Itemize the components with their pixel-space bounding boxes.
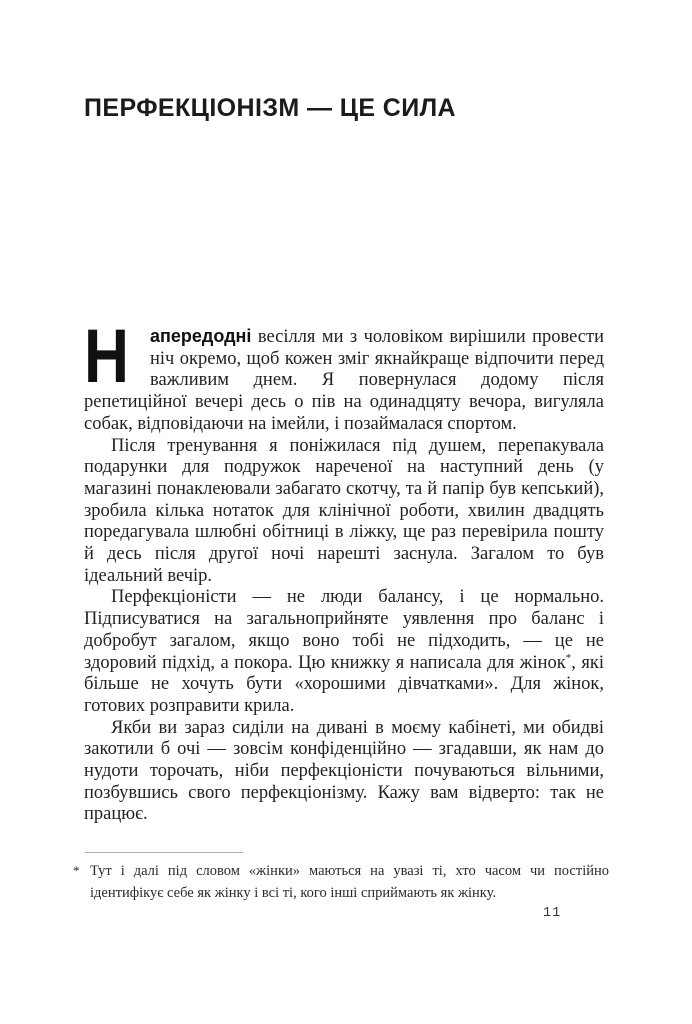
paragraph-3-text-before: Перфекціоністи — не люди балансу, і це нормально. Підписуватися на загальноприйняте уявлення про баланс і добробут загалом, якщо воно тобі не підходить, — це не здоровий підхід, а покора. Цю книжку я написала для жінок [84, 587, 604, 673]
paragraph-2: Після тренування я поніжилася під душем, перепакувала подарунки для подружок нареченої на наступний день (у магазині понаклеювали забагато скотчу, та й папір був кепський), зробила кілька нотаток для клінічної роботи, хвилин двадцять поредагувала шлюбні обітниці в ліжку, ще раз перевірила пошту й десь після другої ночі нарешті заснула. Загалом то був ідеальний вечір. [84, 435, 604, 586]
paragraph-1-text: весілля ми з чоловіком вирішили провести ніч окремо, щоб кожен зміг якнайкраще відпочити перед важливим днем. Я повернулася додому після репетиційної вечері десь о пів на одинадцяту вечора, вигуляла собак, відповідаючи на імейли, і позаймалася спортом. [84, 327, 604, 434]
paragraph-3 [84, 587, 604, 717]
footnote [73, 860, 609, 904]
body-text [84, 314, 604, 826]
lead-word: апередодні [150, 326, 252, 346]
paragraph-3-text-after: , які більше не хочуть бути «хорошими дівчатками». Для жінок, готових розправити крила. [84, 652, 604, 716]
footnote-divider-rule [85, 852, 243, 853]
page-number: 11 [543, 906, 562, 921]
paragraph-4: Якби ви зараз сиділи на дивані в моєму кабінеті, ми обидві закотили б очі — зовсім конфіденційно — згадавши, як нам до нудоти торочать, ніби перфекціоністи почуваються вільними, позбувшись свого перфекціонізму. Кажу вам відверто: так не працює. [84, 717, 604, 825]
footnote-reference-asterisk: * [565, 651, 572, 664]
dropcap-letter: Н [84, 314, 130, 399]
footnote-text: Тут і далі під словом «жінки» маються на увазі ті, хто часом чи постійно ідентифікує себе як жінку і всі ті, кого інші сприймають як жінку. [90, 863, 609, 901]
chapter-title: ПЕРФЕКЦІОНІЗМ — ЦЕ СИЛА [84, 94, 456, 122]
paragraph-1 [84, 314, 604, 436]
footnote-marker-asterisk: * [73, 863, 80, 878]
